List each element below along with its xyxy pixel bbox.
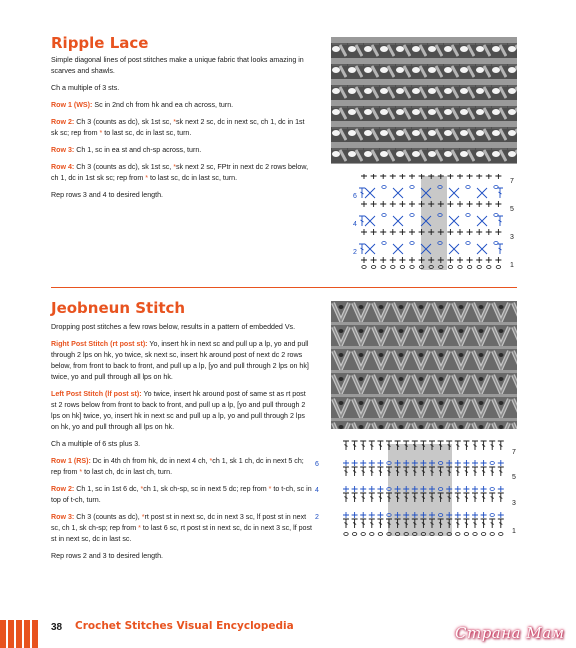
row-label: Row 3: <box>51 513 75 521</box>
row-text: ch 1, sk ch-sp, sc in next 5 dc; rep from <box>143 485 269 493</box>
dc-symbol <box>481 441 487 450</box>
ch-symbol <box>481 533 485 536</box>
dc-symbol <box>498 519 504 528</box>
row-text: to last sc, dc in last sc, turn. <box>102 129 192 137</box>
ch-symbol <box>477 266 481 269</box>
page-number: 38 <box>51 622 63 633</box>
ch-symbol <box>410 186 414 189</box>
ch-symbol <box>464 533 468 536</box>
sc-symbol <box>498 486 504 492</box>
crossed-dc-symbol <box>477 188 487 198</box>
crossed-dc-symbol <box>477 244 487 254</box>
chart-row-number: 2 <box>353 249 357 256</box>
ch-symbol <box>496 266 500 269</box>
footer-color-bars <box>0 616 44 648</box>
jeobneun-multiple: Ch a multiple of 6 sts plus 3. <box>51 440 141 448</box>
sc-symbol <box>463 460 469 466</box>
sc-symbol <box>369 460 375 466</box>
ch-symbol <box>490 533 494 536</box>
dc-symbol <box>455 493 461 502</box>
dc-symbol <box>343 493 349 502</box>
ch-symbol <box>382 242 386 245</box>
row-text: Ch 3 (counts as dc), sk 1st sc, <box>76 118 174 126</box>
dc-symbol <box>472 493 478 502</box>
row-text: Sc in 2nd ch from hk and ea ch across, turn. <box>94 101 234 109</box>
dc-symbol <box>369 493 375 502</box>
sc-symbol <box>343 460 349 466</box>
chart-row-number: 1 <box>510 262 514 269</box>
repeat-star: * <box>141 513 145 521</box>
dc-symbol <box>377 467 383 476</box>
ripple-repeat: Rep rows 3 and 4 to desired length. <box>51 191 163 199</box>
sc-symbol <box>467 201 473 207</box>
row-text: sk next 2 sc, dc in next sc, ch 1, dc in 1st sk sc; rep from <box>51 118 305 137</box>
row-text: to last 6 sc, rt post st in next sc, dc in next 3 sc, lf post st in next sc, dc in last sc. <box>51 524 312 543</box>
repeat-star: * <box>145 174 148 182</box>
row-label: Row 1 (RS): <box>51 457 91 465</box>
ch-symbol <box>382 186 386 189</box>
row-text: to last ch, dc in last ch, turn. <box>82 468 173 476</box>
sc-symbol <box>361 174 367 179</box>
sc-symbol <box>481 460 487 466</box>
dc-symbol <box>472 519 478 528</box>
chart-row-number: 5 <box>512 474 516 481</box>
book-title: Crochet Stitches Visual Encyclopedia <box>75 620 294 632</box>
sc-symbol <box>360 512 366 518</box>
sc-symbol <box>463 512 469 518</box>
chart-row-number: 3 <box>510 234 514 241</box>
ripple-row-3 <box>51 145 313 156</box>
dc-symbol <box>343 441 349 450</box>
ch-symbol <box>371 266 375 269</box>
ch-symbol <box>361 533 365 536</box>
dc-symbol <box>498 493 504 502</box>
sc-symbol <box>409 229 415 235</box>
section-title-ripple-lace: Ripple Lace <box>51 34 149 52</box>
ripple-lace-swatch-photo <box>331 37 517 164</box>
crossed-dc-symbol <box>449 188 459 198</box>
term-text: Yo twice, insert hk around post of same st as rt post st 2 rows below from front to back to front, and pull up a lp, [yo and pull through 2 lps on hk] twice, yo, insert hk in next sc and pull up a lp, yo and pull through 2 lps on hk, yo and pull through all lps on hk. <box>51 390 306 431</box>
dc-symbol <box>377 441 383 450</box>
jeobneun-repeat: Rep rows 2 and 3 to desired length. <box>51 552 163 560</box>
ch-symbol <box>456 533 460 536</box>
sc-symbol <box>343 512 349 518</box>
ch-symbol <box>381 266 385 269</box>
sc-symbol <box>457 257 463 263</box>
sc-symbol <box>409 174 415 179</box>
chart-row-number: 7 <box>512 449 516 456</box>
ch-symbol <box>466 214 470 217</box>
dc-symbol <box>472 441 478 450</box>
sc-symbol <box>380 201 386 207</box>
dc-symbol <box>352 441 358 450</box>
dc-symbol <box>343 467 349 476</box>
ripple-multiple: Ch a multiple of 3 sts. <box>51 84 120 92</box>
row-text: rt post st in next sc, dc in next 3 sc, lf post st in next sc, ch 1, sk ch-sp; rep from <box>51 513 307 532</box>
ch-symbol <box>490 514 494 517</box>
ripple-row-4 <box>51 162 313 184</box>
dc-symbol <box>360 519 366 528</box>
sc-symbol <box>495 174 501 179</box>
sc-symbol <box>486 229 492 235</box>
sc-symbol <box>495 229 501 235</box>
dc-symbol <box>489 493 495 502</box>
sc-symbol <box>467 229 473 235</box>
ch-symbol <box>494 186 498 189</box>
dc-symbol <box>369 519 375 528</box>
ch-symbol <box>490 488 494 491</box>
dc-symbol <box>360 441 366 450</box>
chart-row-number: 7 <box>510 178 514 185</box>
sc-symbol <box>457 201 463 207</box>
ch-symbol <box>370 533 374 536</box>
dc-symbol <box>463 467 469 476</box>
term-label: Left Post Stitch (lf post st): <box>51 390 142 398</box>
dc-symbol <box>481 519 487 528</box>
sc-symbol <box>455 512 461 518</box>
sc-symbol <box>399 229 405 235</box>
sc-symbol <box>361 201 367 207</box>
ch-symbol <box>458 266 462 269</box>
ripple-row-2 <box>51 117 313 139</box>
sc-symbol <box>447 174 453 179</box>
term-label: Right Post Stitch (rt post st): <box>51 340 148 348</box>
dc-symbol <box>359 244 365 254</box>
sc-symbol <box>369 512 375 518</box>
jeobneun-swatch-photo <box>331 301 517 429</box>
sc-symbol <box>495 201 501 207</box>
sc-symbol <box>352 512 358 518</box>
dc-symbol <box>497 244 503 254</box>
ch-symbol <box>494 214 498 217</box>
dc-symbol <box>472 467 478 476</box>
jeobneun-row-3 <box>51 512 313 545</box>
dc-symbol <box>343 519 349 528</box>
sc-symbol <box>476 174 482 179</box>
sc-symbol <box>481 486 487 492</box>
sc-symbol <box>371 201 377 207</box>
site-watermark: Страна Мам <box>455 624 565 642</box>
ch-symbol <box>499 533 503 536</box>
chart-row-number: 4 <box>353 221 357 228</box>
row-text: ch 1, sk 1 ch, dc in next 5 ch; rep from <box>51 457 304 476</box>
repeat-star: * <box>79 468 83 476</box>
dc-symbol <box>360 493 366 502</box>
sc-symbol <box>495 257 501 263</box>
dc-symbol <box>377 493 383 502</box>
repeat-star: * <box>173 118 176 126</box>
dc-symbol <box>352 467 358 476</box>
row-text: to last sc, dc in last sc, turn. <box>148 174 238 182</box>
ch-symbol <box>344 533 348 536</box>
dc-symbol <box>359 216 365 226</box>
dc-symbol <box>360 467 366 476</box>
sc-symbol <box>467 174 473 179</box>
dc-symbol <box>497 216 503 226</box>
sc-symbol <box>390 257 396 263</box>
chart-row-number: 3 <box>512 500 516 507</box>
sc-symbol <box>377 486 383 492</box>
dc-symbol <box>481 493 487 502</box>
ch-symbol <box>352 533 356 536</box>
repeat-star: * <box>173 163 176 171</box>
sc-symbol <box>486 257 492 263</box>
sc-symbol <box>476 201 482 207</box>
row-label: Row 2: <box>51 118 75 126</box>
jeobneun-row-1 <box>51 456 313 478</box>
sc-symbol <box>369 486 375 492</box>
sc-symbol <box>371 229 377 235</box>
sc-symbol <box>409 257 415 263</box>
sc-symbol <box>343 486 349 492</box>
sc-symbol <box>361 257 367 263</box>
row-text: Ch 1, sc in 1st 6 dc, <box>76 485 141 493</box>
ch-symbol <box>382 214 386 217</box>
sc-symbol <box>361 229 367 235</box>
sc-symbol <box>377 512 383 518</box>
repeat-star: * <box>99 129 103 137</box>
sc-symbol <box>472 486 478 492</box>
ch-symbol <box>466 242 470 245</box>
sc-symbol <box>467 257 473 263</box>
repeat-star: * <box>138 524 141 532</box>
sc-symbol <box>472 460 478 466</box>
dc-symbol <box>377 519 383 528</box>
ch-symbol <box>378 533 382 536</box>
sc-symbol <box>399 174 405 179</box>
left-post-stitch <box>51 389 313 433</box>
sc-symbol <box>371 257 377 263</box>
section-title-jeobneun-stitch: Jeobneun Stitch <box>51 299 186 317</box>
dc-symbol <box>463 441 469 450</box>
sc-symbol <box>457 229 463 235</box>
row-label: Row 4: <box>51 163 75 171</box>
chart-row-number: 5 <box>510 206 514 213</box>
dc-symbol <box>455 441 461 450</box>
ch-symbol <box>494 242 498 245</box>
sc-symbol <box>455 486 461 492</box>
crossed-dc-symbol <box>449 244 459 254</box>
ch-symbol <box>410 214 414 217</box>
dc-symbol <box>498 441 504 450</box>
sc-symbol <box>390 174 396 179</box>
crossed-dc-symbol <box>365 244 375 254</box>
sc-symbol <box>360 460 366 466</box>
section-divider <box>51 287 517 288</box>
sc-symbol <box>377 460 383 466</box>
repeat-star: * <box>209 457 213 465</box>
sc-symbol <box>352 460 358 466</box>
crossed-dc-symbol <box>365 216 375 226</box>
repeat-star: * <box>140 485 144 493</box>
dc-symbol <box>489 519 495 528</box>
dc-symbol <box>481 467 487 476</box>
ripple-intro: Simple diagonal lines of post stitches make a unique fabric that looks amazing in scarves and shawls. <box>51 56 304 75</box>
ch-symbol <box>400 266 404 269</box>
ripple-lace-stitch-chart <box>350 174 520 274</box>
crossed-dc-symbol <box>393 216 403 226</box>
ch-symbol <box>410 242 414 245</box>
dc-symbol <box>369 467 375 476</box>
sc-symbol <box>447 257 453 263</box>
chart-repeat-shading <box>421 176 447 270</box>
sc-symbol <box>352 486 358 492</box>
sc-symbol <box>486 201 492 207</box>
dc-symbol <box>463 519 469 528</box>
jeobneun-intro: Dropping post stitches a few rows below, results in a pattern of embedded Vs. <box>51 323 296 331</box>
row-text: sk next 2 sc, FPtr in next dc 2 rows below, ch 1, dc in 1st sk sc; rep from <box>51 163 309 182</box>
ripple-lace-texture <box>331 37 517 164</box>
row-text: Ch 3 (counts as dc), sk 1st sc, <box>76 163 174 171</box>
sc-symbol <box>498 460 504 466</box>
dc-symbol <box>498 467 504 476</box>
chart-row-number: 4 <box>315 487 319 494</box>
term-text: Yo, insert hk in next sc and pull up a lp, yo and pull through 2 lps on hk, yo twice, sk next sc, insert hk around post of next dc 2 rows below, from front to back to front, and pull up a lp, [yo and pull through 2 lps on hk] twice, yo and pull through all lps on hk. <box>51 340 309 381</box>
sc-symbol <box>380 229 386 235</box>
sc-symbol <box>472 512 478 518</box>
row-text: Ch 3 (counts as dc), <box>76 513 142 521</box>
dc-symbol <box>369 441 375 450</box>
dc-symbol <box>497 188 503 198</box>
crossed-dc-symbol <box>393 244 403 254</box>
dc-symbol <box>359 188 365 198</box>
jeobneun-instructions <box>51 322 313 568</box>
ch-symbol <box>410 266 414 269</box>
sc-symbol <box>409 201 415 207</box>
chart-row-number: 6 <box>353 193 357 200</box>
sc-symbol <box>476 229 482 235</box>
crossed-dc-symbol <box>449 216 459 226</box>
chart-row-number: 6 <box>315 461 319 468</box>
dc-symbol <box>352 519 358 528</box>
ch-symbol <box>362 266 366 269</box>
dc-symbol <box>489 441 495 450</box>
dc-symbol <box>352 493 358 502</box>
repeat-star: * <box>268 485 272 493</box>
crossed-dc-symbol <box>393 188 403 198</box>
dc-symbol <box>463 493 469 502</box>
ch-symbol <box>473 533 477 536</box>
right-post-stitch <box>51 339 313 383</box>
sc-symbol <box>457 174 463 179</box>
sc-symbol <box>476 257 482 263</box>
crossed-dc-symbol <box>365 188 375 198</box>
dc-symbol <box>455 467 461 476</box>
ch-symbol <box>448 266 452 269</box>
row-label: Row 1 (WS): <box>51 101 93 109</box>
jeobneun-texture <box>331 301 517 429</box>
sc-symbol <box>371 174 377 179</box>
row-text: to t-ch, sc in top of t-ch, turn. <box>51 485 312 504</box>
chart-row-number: 2 <box>315 514 319 521</box>
ch-symbol <box>391 266 395 269</box>
dc-symbol <box>489 467 495 476</box>
sc-symbol <box>390 201 396 207</box>
sc-symbol <box>463 486 469 492</box>
jeobneun-stitch-chart <box>312 440 522 540</box>
sc-symbol <box>447 201 453 207</box>
sc-symbol <box>399 257 405 263</box>
row-text: Dc in 4th ch from hk, dc in next 4 ch, <box>92 457 210 465</box>
sc-symbol <box>390 229 396 235</box>
ripple-row-1 <box>51 100 313 111</box>
chart-row-number: 1 <box>512 528 516 535</box>
ch-symbol <box>490 462 494 465</box>
sc-symbol <box>447 229 453 235</box>
dc-symbol <box>455 519 461 528</box>
ch-symbol <box>487 266 491 269</box>
row-label: Row 2: <box>51 485 75 493</box>
sc-symbol <box>486 174 492 179</box>
ch-symbol <box>467 266 471 269</box>
ch-symbol <box>466 186 470 189</box>
jeobneun-row-2 <box>51 484 313 506</box>
sc-symbol <box>498 512 504 518</box>
sc-symbol <box>380 257 386 263</box>
sc-symbol <box>481 512 487 518</box>
row-text: Ch 1, sc in ea st and ch-sp across, turn. <box>76 146 202 154</box>
sc-symbol <box>360 486 366 492</box>
sc-symbol <box>455 460 461 466</box>
crossed-dc-symbol <box>477 216 487 226</box>
sc-symbol <box>399 201 405 207</box>
row-label: Row 3: <box>51 146 75 154</box>
ripple-lace-instructions <box>51 55 313 207</box>
sc-symbol <box>380 174 386 179</box>
